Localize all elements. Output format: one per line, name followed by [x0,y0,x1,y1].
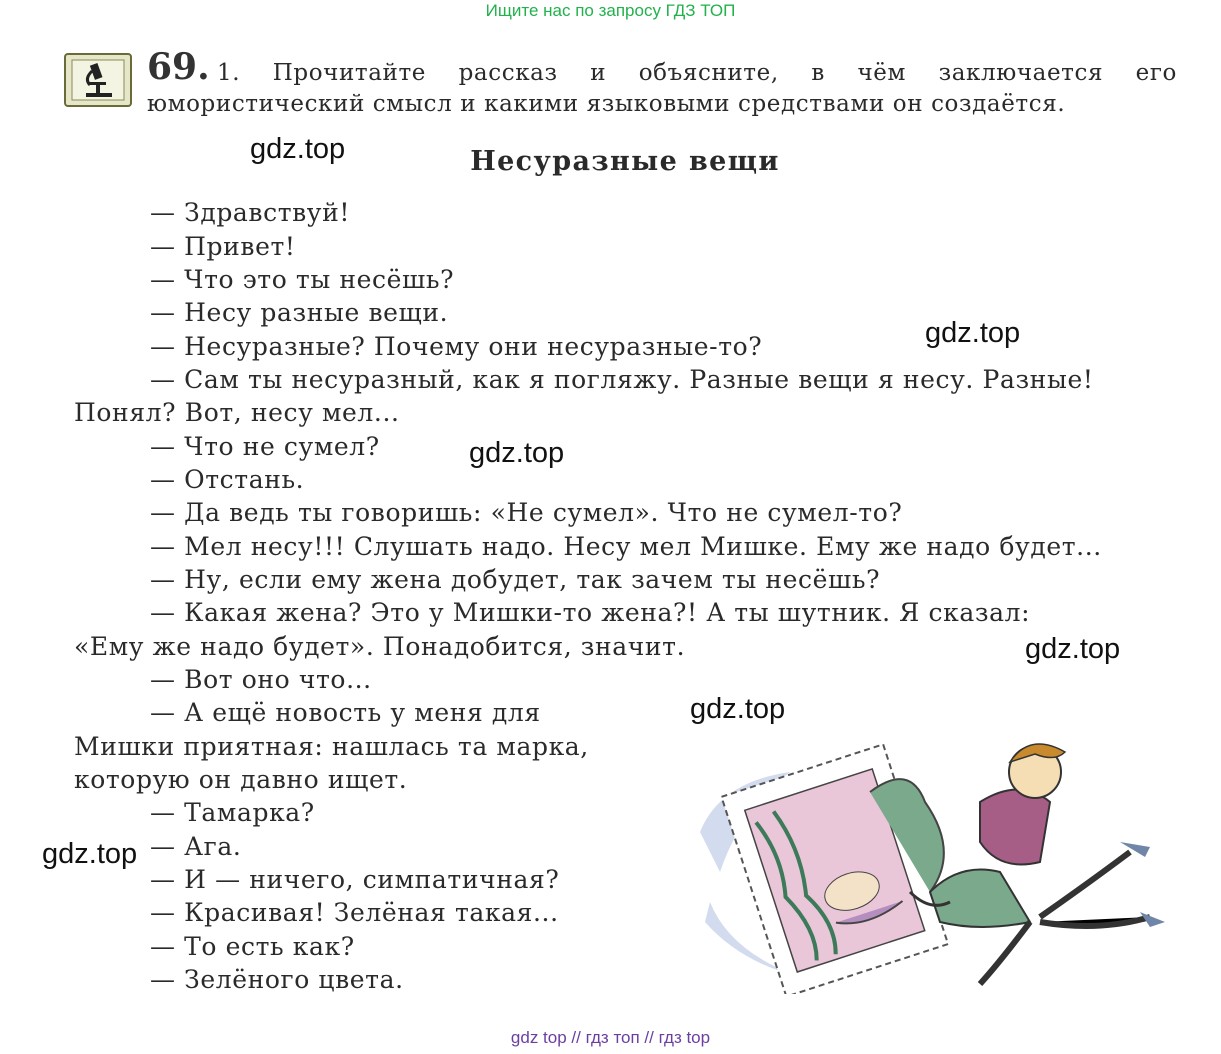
story-line: — А ещё новость у меня для [150,698,541,727]
task-text: 1. Прочитайте рассказ и объясните, в чём заключается его юмористический смысл и какими языковыми средствами он создаётся. [147,60,1177,117]
story-line: — Мел несу!!! Слушать надо. Несу мел Мишке. Ему же надо будет... [150,532,1102,561]
watermark: gdz.top [690,693,786,725]
story-line: Мишки приятная: нашлась та марка, [74,732,589,761]
exercise-number: 69. [147,46,210,88]
watermark: gdz.top [925,317,1021,349]
watermark: gdz.top [1025,633,1121,665]
story-line: — То есть как? [150,932,355,961]
watermark: gdz.top [42,838,138,870]
story-line: — Ну, если ему жена добудет, так зачем ты несёшь? [150,565,881,594]
story-line: — Вот оно что... [150,665,372,694]
story-line: — Какая жена? Это у Мишки-то жена?! А ты шутник. Я сказал: [150,598,1031,627]
story-line: — Несуразные? Почему они несуразные-то? [150,332,763,361]
story-line: — Да ведь ты говоришь: «Не сумел». Что не сумел-то? [150,498,903,527]
story-line: — Несу разные вещи. [150,298,449,327]
man-carrying-stamp-illustration [680,722,1175,994]
story-line: «Ему же надо будет». Понадобится, значит. [74,632,686,661]
story-line: — Что не сумел? [150,432,380,461]
watermark: gdz.top [250,133,346,165]
story-line: Понял? Вот, несу мел... [74,398,400,427]
microscope-icon [64,53,132,107]
bottom-banner: gdz top // гдз топ // гдз top [510,1028,711,1047]
story-title: Несуразные вещи [470,146,780,177]
watermark: gdz.top [469,437,565,469]
top-banner: Ищите нас по запросу ГДЗ ТОП [485,1,736,20]
story-line: — Отстань. [150,465,305,494]
story-line: — Здравствуй! [150,198,351,227]
story-line: — Зелёного цвета. [150,965,404,994]
story-line: — Тамарка? [150,798,315,827]
story-line: — Сам ты несуразный, как я погляжу. Разные вещи я несу. Разные! [150,365,1094,394]
story-line: — Ага. [150,832,242,861]
story-line: — Привет! [150,232,296,261]
story-line: — Красивая! Зелёная такая... [150,898,559,927]
story-line: — И — ничего, симпатичная? [150,865,560,894]
story-line: — Что это ты несёшь? [150,265,455,294]
exercise-task [147,58,1177,120]
story-line: которую он давно ищет. [74,765,408,794]
